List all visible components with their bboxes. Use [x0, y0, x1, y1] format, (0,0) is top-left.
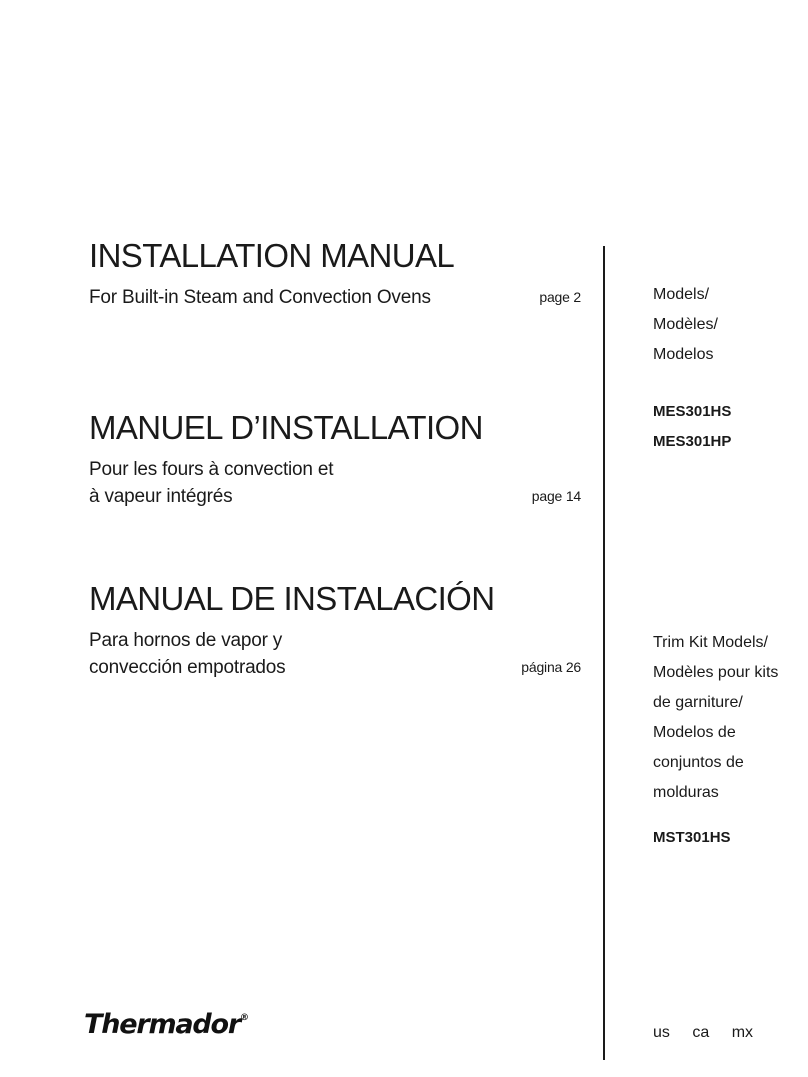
trim-kit-heading-line: Modelos de — [653, 724, 736, 741]
models-heading-line: Models/ — [653, 286, 710, 303]
country-code: ca — [692, 1024, 710, 1041]
country-code: us — [653, 1024, 670, 1041]
model-number: MES301HP — [653, 433, 732, 450]
models-heading-line: Modelos — [653, 346, 714, 363]
section-spanish — [89, 579, 581, 681]
trim-kit-block — [653, 628, 778, 853]
subtitle-line: For Built-in Steam and Convection Ovens — [89, 287, 431, 308]
trim-kit-heading-line: Modèles pour kits — [653, 664, 779, 681]
subtitle-line: à vapeur intégrés — [89, 486, 233, 507]
section-title: MANUAL DE INSTALACIÓN — [89, 580, 495, 617]
trim-kit-heading-line: Trim Kit Models/ — [653, 634, 768, 651]
registered-mark: ® — [240, 1013, 250, 1023]
trim-kit-heading-line: de garniture/ — [653, 694, 743, 711]
brand-name: Thermador — [84, 1009, 241, 1040]
models-block — [653, 280, 731, 457]
section-title: INSTALLATION MANUAL — [89, 237, 455, 274]
section-french — [89, 408, 581, 510]
page-reference: página 26 — [521, 659, 581, 675]
models-heading-line: Modèles/ — [653, 316, 718, 333]
trim-kit-heading-line: conjuntos de — [653, 754, 744, 771]
trim-kit-model-number: MST301HS — [653, 829, 731, 846]
section-title: MANUEL D’INSTALLATION — [89, 409, 483, 446]
thermador-logo — [84, 1009, 249, 1040]
trim-kit-heading-line: molduras — [653, 784, 719, 801]
subtitle-line: Pour les fours à convection et — [89, 459, 334, 480]
subtitle-line: Para hornos de vapor y — [89, 630, 283, 651]
page-reference: page 2 — [539, 289, 581, 305]
page-reference: page 14 — [531, 488, 581, 504]
section-subtitle — [89, 456, 581, 510]
vertical-divider — [603, 246, 605, 1060]
section-subtitle — [89, 627, 581, 681]
model-number: MES301HS — [653, 403, 732, 420]
country-code: mx — [731, 1024, 754, 1041]
section-subtitle — [89, 284, 581, 311]
subtitle-line: convección empotrados — [89, 657, 286, 678]
country-codes — [653, 1021, 771, 1045]
section-english — [89, 236, 581, 311]
